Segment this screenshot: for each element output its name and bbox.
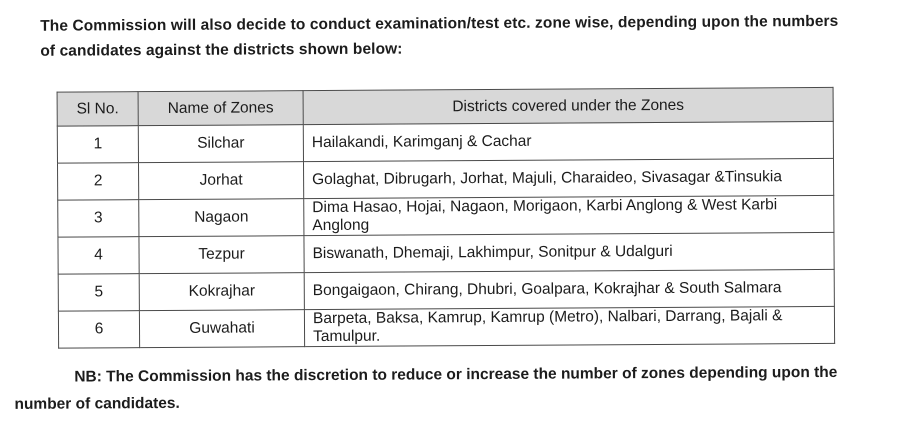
cell-sl-no: 6 <box>58 311 139 348</box>
table-row <box>58 269 834 311</box>
header-sl-no: Sl No. <box>57 92 138 126</box>
intro-paragraph: The Commission will also decide to conduct examination/test etc. zone wise, depending upon the numbers of candidates against the districts shown below: <box>40 12 839 60</box>
cell-sl-no: 3 <box>58 200 139 237</box>
cell-zone-name: Silchar <box>138 125 303 163</box>
nb-note: NB: The Commission has the discretion to reduce or increase the number of zones depending upon the number of candidates. <box>14 363 838 413</box>
cell-districts: Golaghat, Dibrugarh, Jorhat, Majuli, Charaideo, Sivasagar &Tinsukia <box>303 158 833 198</box>
zones-table <box>57 87 836 349</box>
table-row <box>57 158 833 200</box>
cell-zone-name: Guwahati <box>139 310 304 348</box>
table-header-row <box>57 87 833 126</box>
cell-districts: Hailakandi, Karimganj & Cachar <box>303 121 833 161</box>
cell-districts: Biswanath, Dhemaji, Lakhimpur, Sonitpur & Udalguri <box>304 232 834 272</box>
cell-sl-no: 2 <box>57 163 138 200</box>
header-zone-name: Name of Zones <box>138 91 303 126</box>
cell-zone-name: Nagaon <box>139 199 304 237</box>
header-districts: Districts covered under the Zones <box>303 87 833 124</box>
cell-districts: Bongaigaon, Chirang, Dhubri, Goalpara, Kokrajhar & South Salmara <box>304 269 834 309</box>
cell-districts: Dima Hasao, Hojai, Nagaon, Morigaon, Karbi Anglong & West Karbi Anglong <box>304 195 834 235</box>
cell-sl-no: 4 <box>58 237 139 274</box>
cell-zone-name: Jorhat <box>138 162 303 200</box>
table-row <box>57 121 833 163</box>
cell-districts: Barpeta, Baksa, Kamrup, Kamrup (Metro), Nalbari, Darrang, Bajali & Tamulpur. <box>304 306 834 346</box>
cell-zone-name: Tezpur <box>139 236 304 274</box>
cell-zone-name: Kokrajhar <box>139 273 304 311</box>
table-row <box>58 232 834 274</box>
cell-sl-no: 5 <box>58 274 139 311</box>
cell-sl-no: 1 <box>57 126 138 163</box>
table-row <box>58 306 834 348</box>
table-row <box>58 195 834 237</box>
